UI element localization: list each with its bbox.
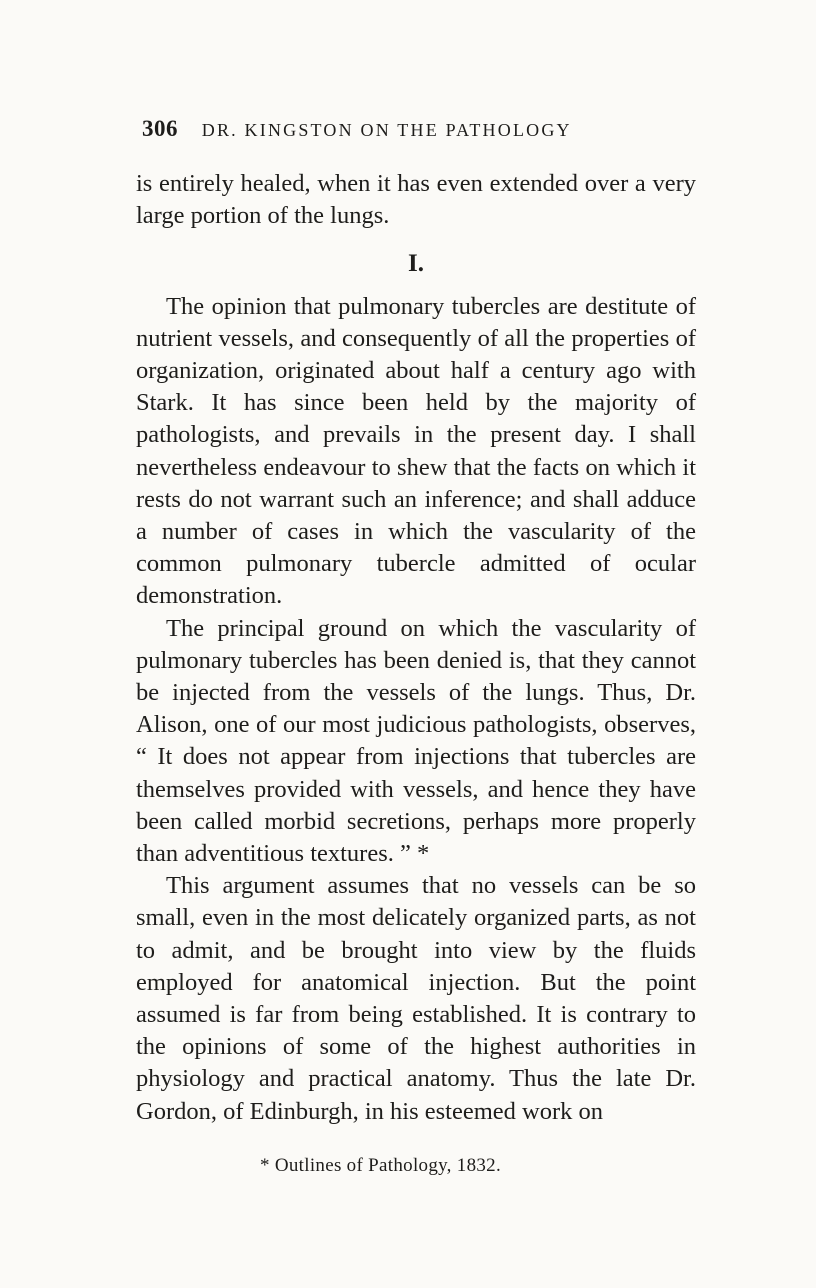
footnote: * Outlines of Pathology, 1832.	[260, 1155, 502, 1176]
body-text	[136, 168, 696, 1128]
paragraph: The principal ground on which the vascularity of pulmonary tubercles has been denied is, that they cannot be injected from the vessels of the lungs. Thus, Dr. Alison, one of our most judicious pathologists, observes, “ It does not appear from injections that tubercles are themselves provided with vessels, and hence they have been called morbid secretions, perhaps more properly than adventitious textures. ” *	[136, 614, 696, 868]
paragraph-continued: is entirely healed, when it has even extended over a very large portion of the lungs.	[136, 170, 696, 230]
running-title: DR. KINGSTON ON THE PATHOLOGY	[201, 120, 572, 140]
section-number: I.	[408, 250, 424, 278]
page-number: 306	[142, 116, 178, 141]
paragraph: The opinion that pulmonary tubercles are destitute of nutrient vessels, and consequently of all the properties of organization, originated about half a century ago with Stark. It has since been held by the majority of pathologists, and prevails in the present day. I shall nevertheless endeavour to shew that the facts on which it rests do not warrant such an inference; and shall adduce a number of cases in which the vascularity of the common pulmonary tubercle admitted of ocular demonstration.	[136, 292, 696, 610]
page-header	[142, 116, 702, 146]
paragraph: This argument assumes that no vessels can be so small, even in the most delicately organized parts, as not to admit, and be brought into view by the fluids employed for anatomical injection. But the point assumed is far from being established. It is contrary to the opinions of some of the highest authorities in physiology and practical anatomy. Thus the late Dr. Gordon, of Edinburgh, in his esteemed work on	[136, 872, 696, 1125]
